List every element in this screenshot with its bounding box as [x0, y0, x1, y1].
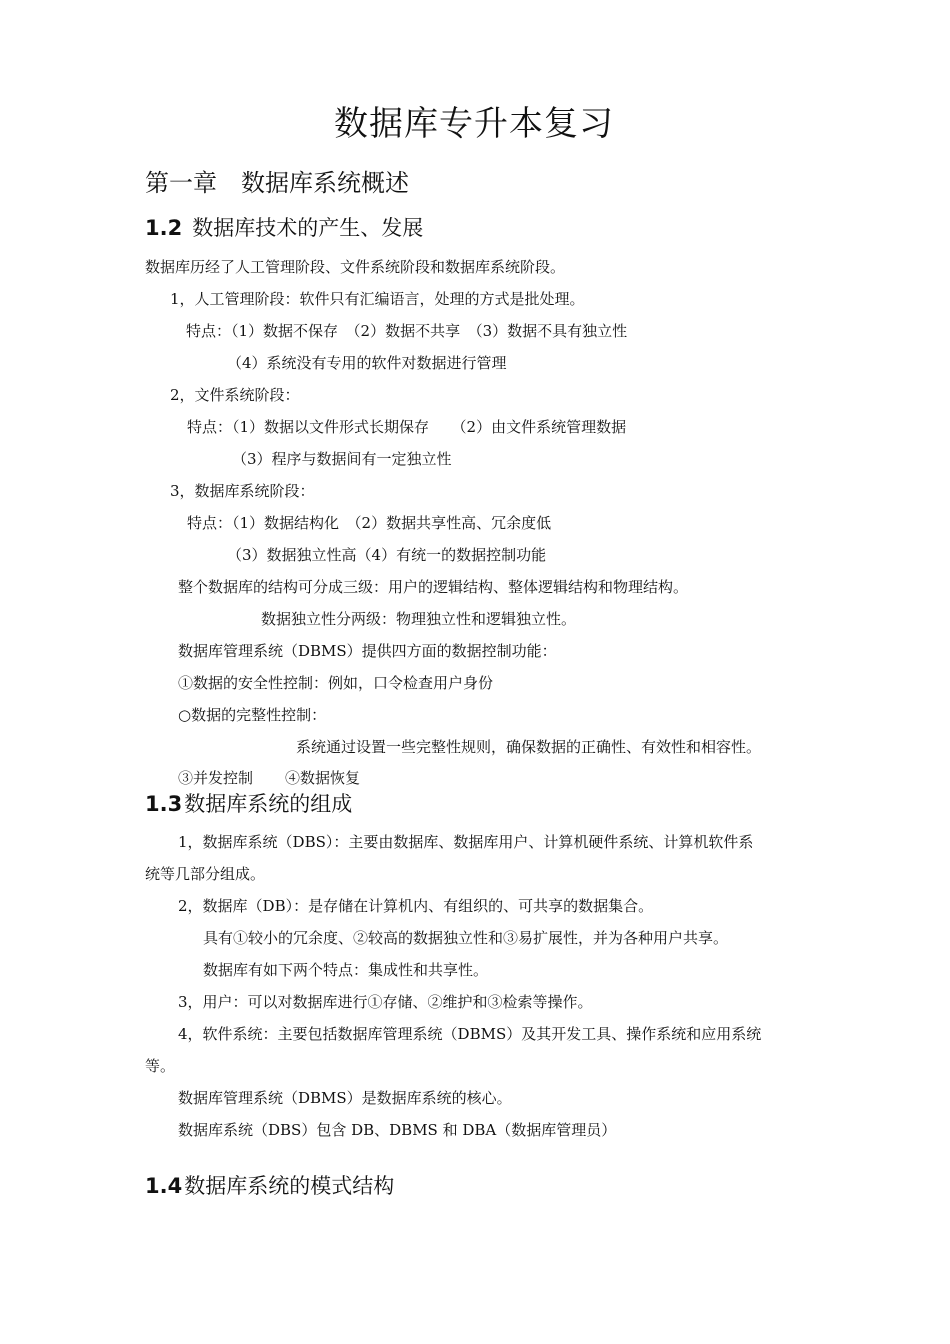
paragraph: 等。	[145, 1057, 176, 1075]
chapter-heading: 第一章 数据库系统概述	[145, 169, 409, 197]
paragraph: （3）程序与数据间有一定独立性	[232, 450, 452, 468]
paragraph: 数据库管理系统（DBMS）提供四方面的数据控制功能：	[178, 642, 557, 660]
section-title: 数据库技术的产生、发展	[192, 216, 424, 240]
section-number: 1.3	[145, 792, 183, 816]
section-heading-1-2	[145, 214, 423, 242]
paragraph: （4）系统没有专用的软件对数据进行管理	[227, 354, 507, 372]
paragraph: 1，人工管理阶段：软件只有汇编语言，处理的方式是批处理。	[170, 290, 585, 308]
paragraph: 3，用户：可以对数据库进行①存储、②维护和③检索等操作。	[178, 993, 593, 1011]
section-number: 1.4	[145, 1174, 183, 1198]
paragraph: 数据库系统（DBS）包含 DB、DBMS 和 DBA（数据库管理员）	[178, 1121, 617, 1139]
paragraph: 数据库管理系统（DBMS）是数据库系统的核心。	[178, 1089, 512, 1107]
page-title: 数据库专升本复习	[334, 104, 614, 144]
section-title: 数据库系统的组成	[184, 792, 353, 816]
paragraph: 统等几部分组成。	[145, 865, 266, 883]
list-item: ○数据的完整性控制：	[178, 706, 327, 724]
paragraph: 特点：（1）数据结构化 （2）数据共享性高、冗余度低	[187, 514, 552, 532]
section-heading-1-3	[145, 790, 352, 818]
paragraph: 3，数据库系统阶段：	[170, 482, 315, 500]
paragraph: （3）数据独立性高（4）有统一的数据控制功能	[227, 546, 547, 564]
list-item-control-4: ④数据恢复	[285, 769, 361, 787]
paragraph: 2，文件系统阶段：	[170, 386, 300, 404]
paragraph: 系统通过设置一些完整性规则，确保数据的正确性、有效性和相容性。	[296, 738, 762, 756]
paragraph: 特点：（1）数据不保存 （2）数据不共享 （3）数据不具有独立性	[186, 322, 628, 340]
paragraph: 具有①较小的冗余度、②较高的数据独立性和③易扩展性，并为各种用户共享。	[203, 929, 729, 947]
list-item-control-3: ③并发控制	[178, 769, 254, 787]
section-heading-1-4	[145, 1172, 394, 1200]
section-title: 数据库系统的模式结构	[184, 1174, 395, 1198]
paragraph: 数据库有如下两个特点：集成性和共享性。	[203, 961, 489, 979]
paragraph: 特点：（1）数据以文件形式长期保存 （2）由文件系统管理数据	[187, 418, 627, 436]
section-number: 1.2	[145, 216, 183, 240]
paragraph: 2，数据库（DB）：是存储在计算机内、有组织的、可共享的数据集合。	[178, 897, 654, 915]
list-item	[178, 768, 360, 788]
paragraph: 整个数据库的结构可分成三级：用户的逻辑结构、整体逻辑结构和物理结构。	[178, 578, 689, 596]
paragraph: 4，软件系统：主要包括数据库管理系统（DBMS）及其开发工具、操作系统和应用系统	[178, 1025, 762, 1043]
list-item: ①数据的安全性控制：例如，口令检查用户身份	[178, 674, 494, 692]
paragraph: 1，数据库系统（DBS）：主要由数据库、数据库用户、计算机硬件系统、计算机软件系	[178, 833, 754, 851]
paragraph: 数据独立性分两级：物理独立性和逻辑独立性。	[261, 610, 577, 628]
paragraph: 数据库历经了人工管理阶段、文件系统阶段和数据库系统阶段。	[145, 258, 566, 276]
